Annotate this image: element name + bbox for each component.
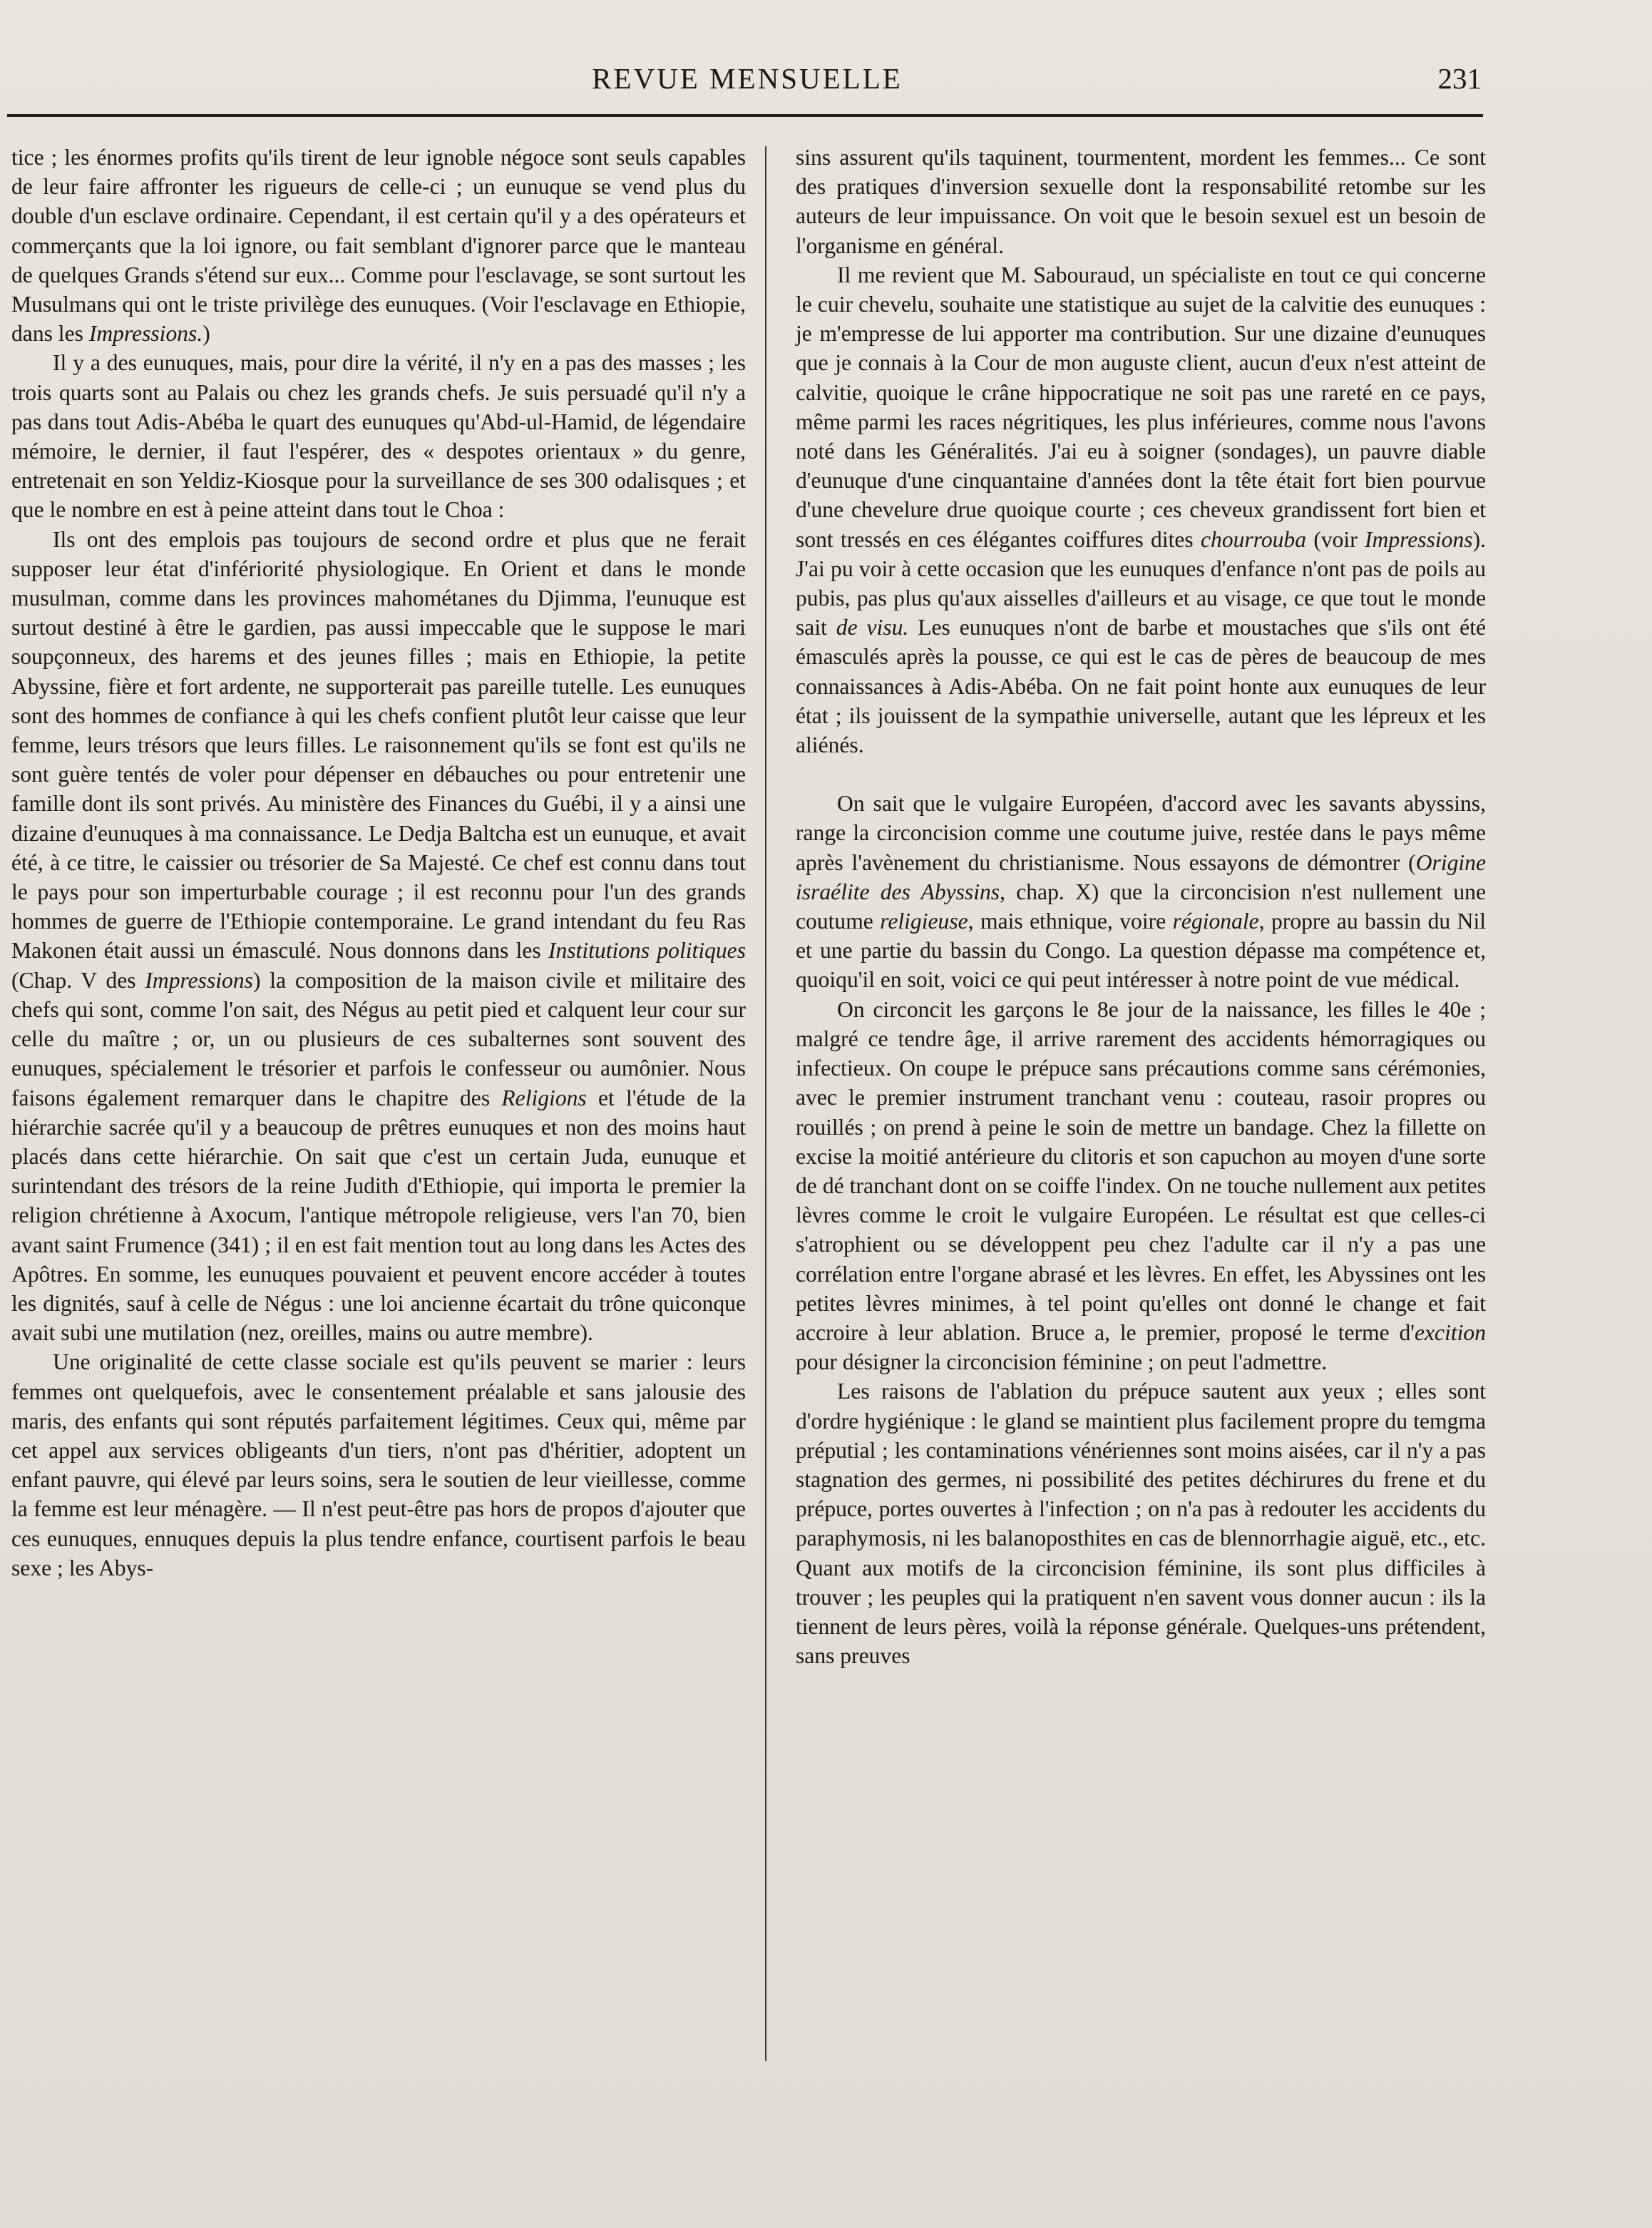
paragraph: sins assurent qu'ils taquinent, tourmentent, mordent les femmes... Ce sont des pratiques d'inversion sexuelle dont la responsabilité retombe sur les auteurs de leur impuissance. On voit que le besoin sexuel est un besoin de l'organisme en général. [796, 145, 1486, 258]
paragraph: Il me revient que M. Sabouraud, un spécialiste en tout ce qui concerne le cuir chevelu, souhaite une statistique au sujet de la calvitie des eunuques : je m'empresse de lui apporter ma contribution. Sur une dizaine d'eunuques que je connais à la Cour de mon auguste client, aucun d'eux n'est atteint de calvitie, quoique le crâne hippocratique ne soit pas une rareté en ce pays, même parmi les races négritiques, les plus inférieures, comme nous l'avons noté dans les Généralités. J'ai eu à soigner (sondages), un pauvre diable d'eunuque d'une cinquantaine d'années dont la tête était fort bien pourvue d'une chevelure drue quoique courte ; ces cheveux grandissent fort bien et sont tressés en ces élégantes coiffures dites chourrouba (voir Impressions). J'ai pu voir à cette occasion que les eunuques d'enfance n'ont pas de poils au pubis, pas plus qu'aux aisselles d'ailleurs et au visage, ce que tout le monde sait de visu. Les eunuques n'ont de barbe et moustaches que s'ils ont été émasculés après la pousse, ce qui est le cas de pères de beaucoup de mes connaissances à Adis-Abéba. On ne fait point honte aux eunuques de leur état ; ils jouissent de la sympathie universelle, autant que les lépreux et les aliénés. [796, 262, 1486, 758]
paragraph: Une originalité de cette classe sociale est qu'ils peuvent se marier : leurs femmes ont quelquefois, avec le consentement préalable et sans jalousie des maris, des enfants qui sont réputés parfaitement légitimes. Ceux qui, même par cet appel aux services obligeants d'un tiers, n'ont pas d'héritier, adoptent un enfant pauvre, qui élevé par leurs soins, sera le soutien de leur vieillesse, comme la femme est leur ménagère. — Il n'est peut-être pas hors de propos d'ajouter que ces eunuques, ennuques depuis la plus tendre enfance, courtisent parfois le beau sexe ; les Abys- [11, 1349, 746, 1580]
page-number: 231 [1437, 62, 1482, 95]
header-rule [7, 114, 1483, 117]
paragraph: Ils ont des emplois pas toujours de second ordre et plus que ne ferait supposer leur état d'infériorité physiologique. En Orient et dans le monde musulman, comme dans les provinces mahométanes du Djimma, l'eunuque est surtout destiné à être le gardien, pas aussi impeccable que le suppose le mari soupçonneux, des harems et des jeunes filles ; mais en Ethiopie, la petite Abyssine, fière et fort ardente, ne supporterait pas pareille tutelle. Les eunuques sont des hommes de confiance à qui les chefs confient plutôt leur caisse que leur femme, leurs trésors que leurs filles. Le raisonnement qu'ils se font est qu'ils ne sont guère tentés de voler pour dépenser en débauches ou pour entretenir une famille dont ils sont privés. Au ministère des Finances du Guébi, il y a ainsi une dizaine d'eunuques à ma connaissance. Le Dedja Baltcha est un eunuque, et avait été, à ce titre, le caissier ou trésorier de Sa Majesté. Ce chef est connu dans tout le pays pour son imperturbable courage ; il est reconnu pour l'un des grands hommes de guerre de l'Ethiopie contemporaine. Le grand intendant du feu Ras Makonen était aussi un émasculé. Nous donnons dans les Institutions politiques (Chap. V des Impressions) la composition de la maison civile et militaire des chefs qui sont, comme l'on sait, des Négus au petit pied et calquent leur cour sur celle du maître ; or, un ou plusieurs de ces subalternes sont souvent des eunuques, spécialement le trésorier et parfois le confesseur ou aumônier. Nous faisons également remarquer dans le chapitre des Religions et l'étude de la hiérarchie sacrée qu'il y a beaucoup de prêtres eunuques et non des moins haut placés dans cette hiérarchie. On sait que c'est un certain Juda, eunuque et surintendant des trésors de la reine Judith d'Ethiopie, qui importa le premier la religion chrétienne à Axocum, l'antique métropole religieuse, vers l'an 70, bien avant saint Frumence (341) ; il en est fait mention tout au long dans les Actes des Apôtres. En somme, les eunuques pouvaient et peuvent encore accéder à toutes les dignités, sauf à celle de Négus : une loi ancienne écartait du trône quiconque avait subi une mutilation (nez, oreilles, mains ou autre membre). [11, 526, 747, 1346]
page-header [13, 61, 1482, 104]
right-column [796, 143, 1486, 1670]
column-divider [765, 146, 766, 2061]
paragraph: On sait que le vulgaire Européen, d'accord avec les savants abyssins, range la circoncision comme une coutume juive, restée dans le pays même après l'avènement du christianisme. Nous essayons de démontrer (Origine israélite des Abyssins, chap. X) que la circoncision n'est nullement une coutume religieuse, mais ethnique, voire régionale, propre au bassin du Nil et une partie du bassin du Congo. La question dépasse ma compétence et, quoiqu'il en soit, voici ce qui peut intéresser à notre point de vue médical. [796, 791, 1487, 993]
running-title: REVUE MENSUELLE [592, 62, 903, 95]
left-column [11, 143, 746, 1583]
paragraph: Les raisons de l'ablation du prépuce sautent aux yeux ; elles sont d'ordre hygiénique : le gland se maintient plus facilement propre du temgma préputial ; les contaminations vénériennes sont moins aisées, car il n'y a pas stagnation des germes, ni possibilité des petites déchirures du frene et du prépuce, portes ouvertes à l'infection ; on n'a pas à redouter les accidents du paraphymosis, ni les balanoposthites en cas de blennorrhagie aiguë, etc., etc. Quant aux motifs de la circoncision féminine, ils sont plus difficiles à trouver ; les peuples qui la pratiquent n'en savent vous donner aucun : ils la tiennent de leurs pères, voilà la réponse générale. Quelques-uns prétendent, sans preuves [796, 1379, 1486, 1669]
paragraph: Il y a des eunuques, mais, pour dire la vérité, il n'y en a pas des masses ; les trois quarts sont au Palais ou chez les grands chefs. Je suis persuadé qu'il n'y a pas dans tout Adis-Abéba le quart des eunuques qu'Abd-ul-Hamid, de légendaire mémoire, le dernier, il faut l'espérer, des « despotes orientaux » du genre, entretenait en son Yeldiz-Kiosque pour la surveillance de ses 300 odalisques ; et que le nombre en est à peine atteint dans tout le Choa : [11, 350, 746, 523]
paragraph: On circoncit les garçons le 8e jour de la naissance, les filles le 40e ; malgré ce tendre âge, il arrive rarement des accidents hémorragiques ou infectieux. On coupe le prépuce sans précautions comme sans cérémonies, avec le premier instrument tranchant venu : couteau, rasoir propres ou rouillés ; on prend à peine le soin de mettre un bandage. Chez la fillette on excise la moitié antérieure du clitoris et son capuchon au moyen d'une sorte de dé tranchant dont on se coiffe l'index. On ne touche nullement aux petites lèvres comme le croit le vulgaire Européen. Le résultat est que celles-ci s'atrophient ou se développent peu chez l'adulte car il n'y a pas une corrélation entre l'organe abrasé et les lèvres. En effet, les Abyssines ont les petites lèvres minimes, à tel point qu'elles ont donné le change et fait accroire à leur ablation. Bruce a, le premier, proposé le terme d'excition pour désigner la circoncision féminine ; on peut l'admettre. [796, 996, 1486, 1375]
paragraph: tice ; les énormes profits qu'ils tirent de leur ignoble négoce sont seuls capables de leur faire affronter les rigueurs de celle-ci ; un eunuque se vend plus du double d'un esclave ordinaire. Cependant, il est certain qu'il y a des opérateurs et commerçants que la loi ignore, ou fait semblant d'ignorer parce que le manteau de quelques Grands s'étend sur eux... Comme pour l'esclavage, se sont surtout les Musulmans qui ont le triste privilège des eunuques. (Voir l'esclavage en Ethiopie, dans les Impressions.) [11, 145, 746, 347]
